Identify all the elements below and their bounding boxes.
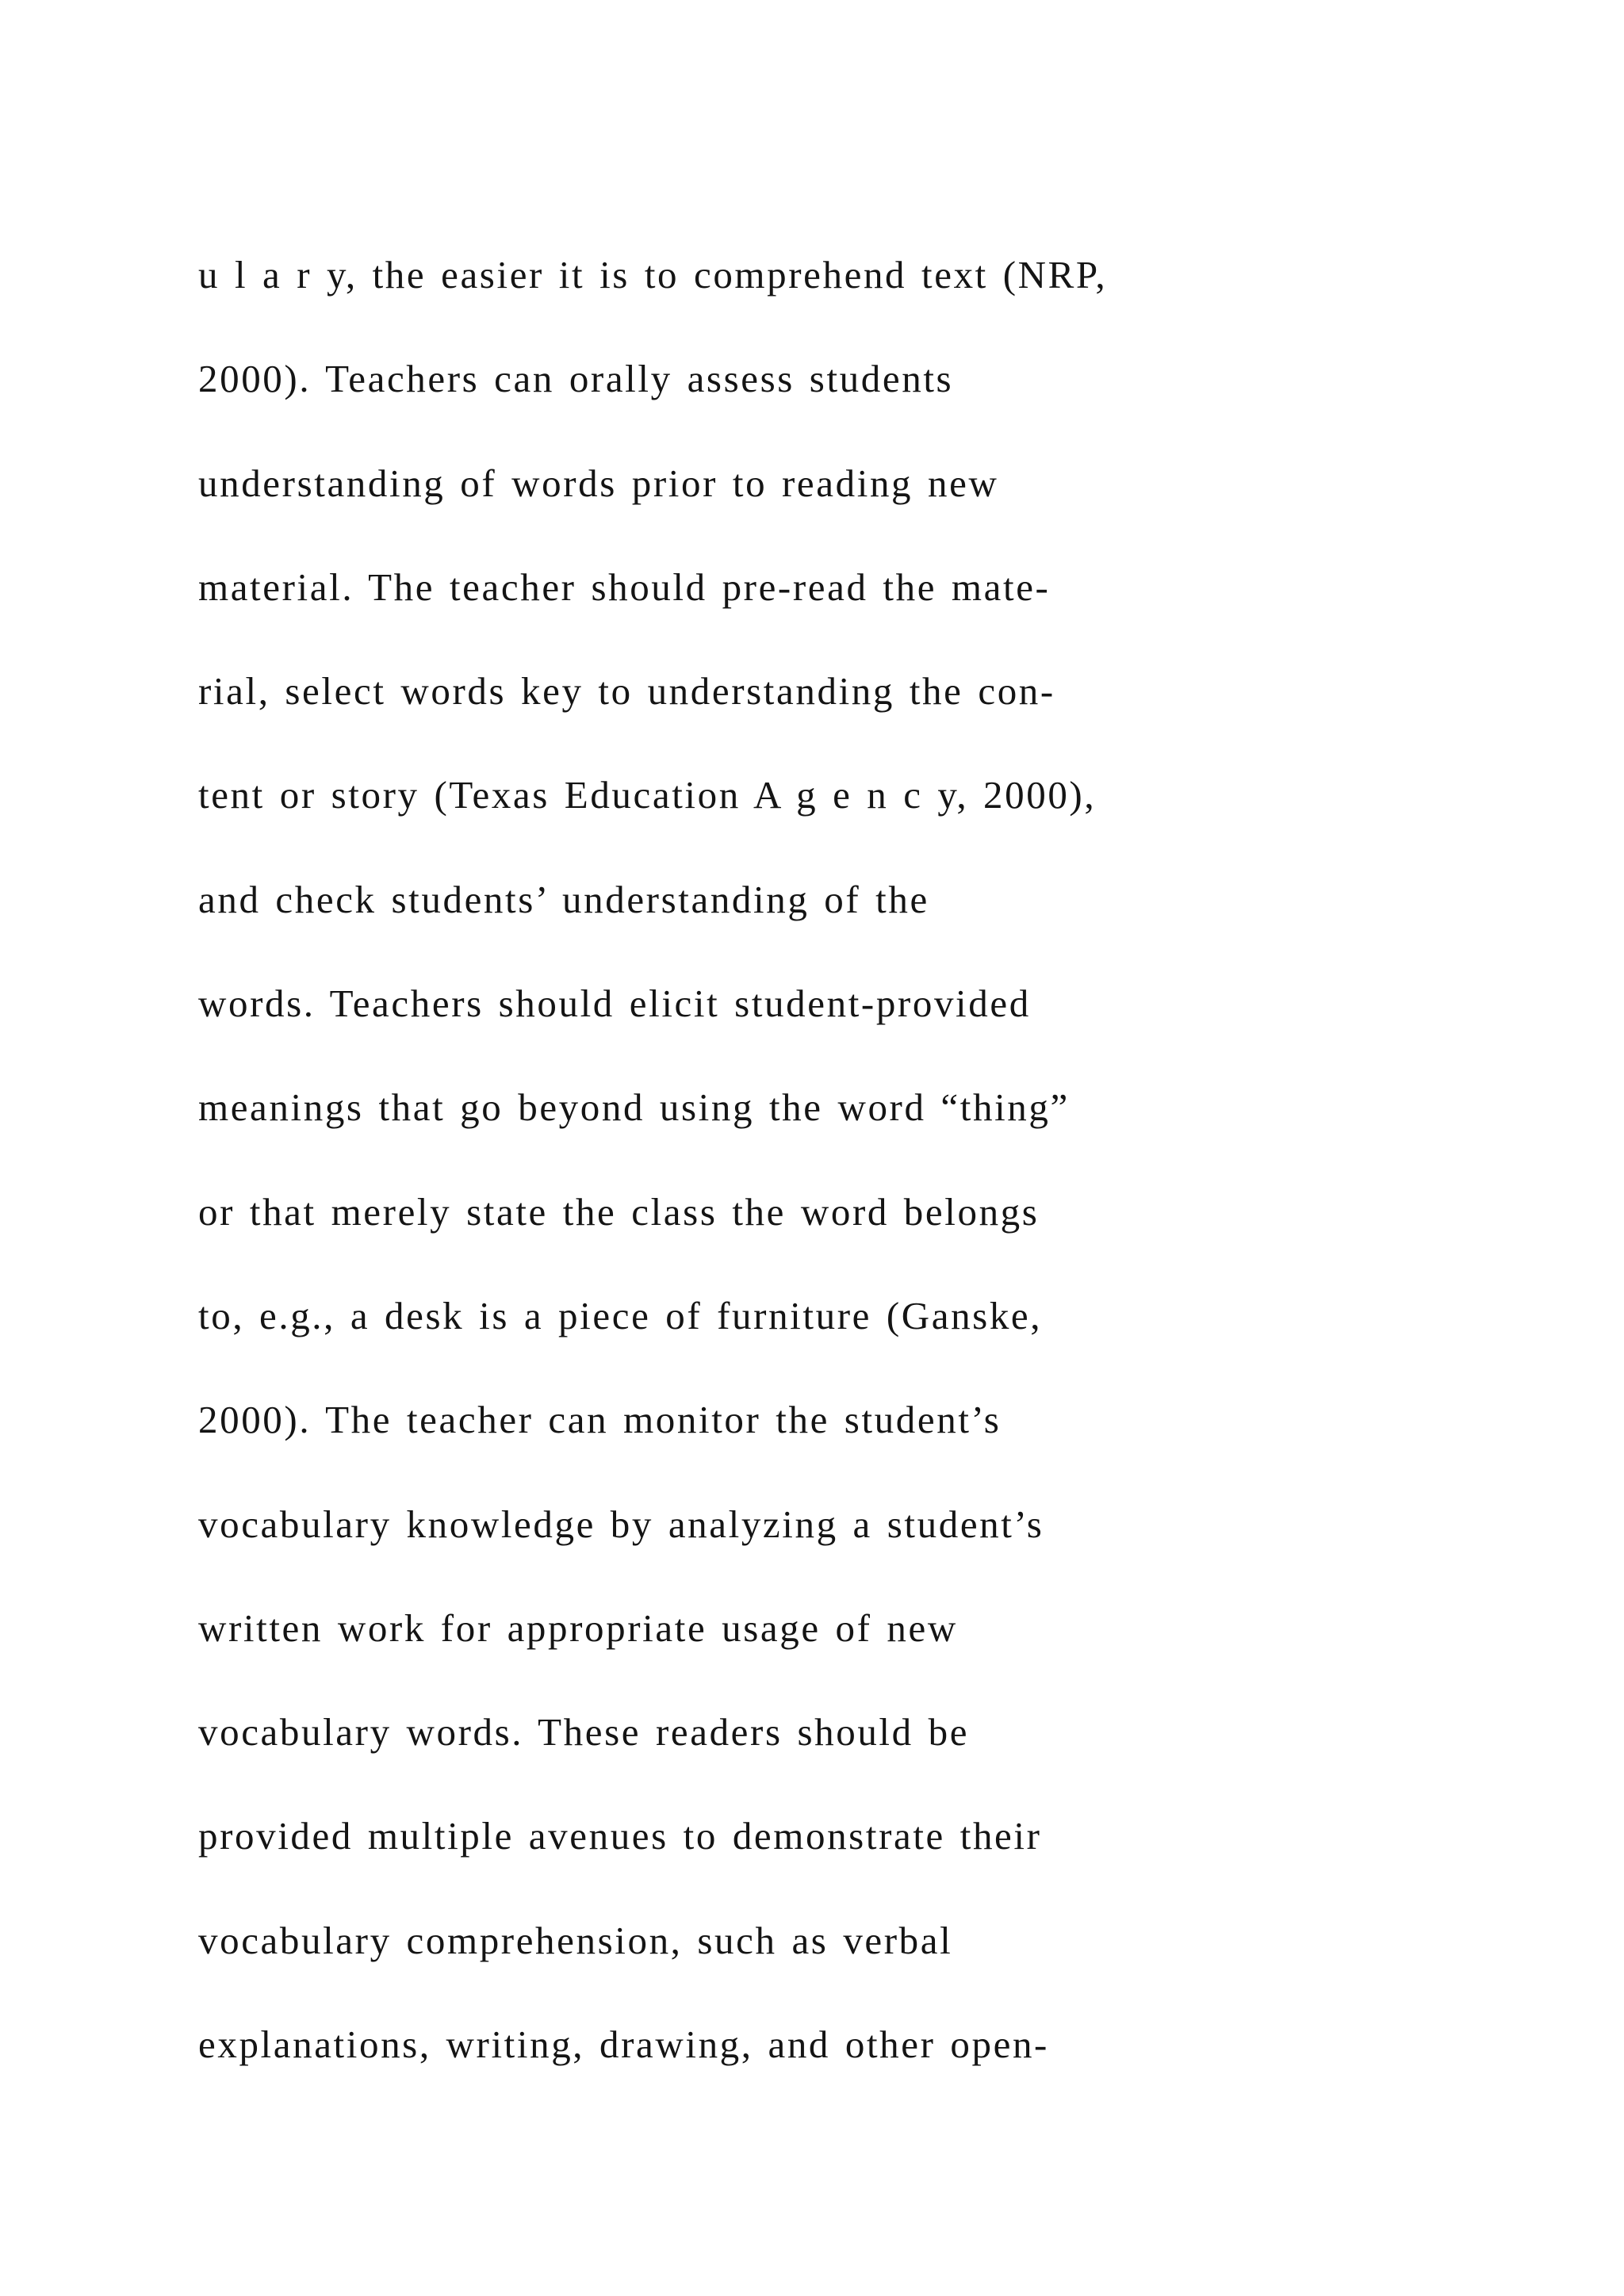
text-line: vocabulary comprehension, such as verbal [198, 1918, 953, 1962]
text-line: or that merely state the class the word belongs [198, 1189, 1040, 1234]
text-line: u l a r y, the easier it is to comprehend text (NRP, [198, 253, 1108, 297]
text-line: explanations, writing, drawing, and other open- [198, 2022, 1049, 2067]
text-line: tent or story (Texas Education A g e n c y, 2000), [198, 773, 1097, 817]
text-line: provided multiple avenues to demonstrate their [198, 1814, 1042, 1858]
text-line: meanings that go beyond using the word “thing” [198, 1085, 1070, 1130]
body-text [198, 243, 1467, 2117]
text-line: 2000). The teacher can monitor the student’s [198, 1398, 1002, 1442]
text-line: and check students’ understanding of the [198, 877, 929, 921]
text-line: words. Teachers should elicit student-provided [198, 982, 1031, 1026]
text-line: 2000). Teachers can orally assess students [198, 357, 954, 401]
text-line: vocabulary words. These readers should be [198, 1710, 970, 1755]
text-line: written work for appropriate usage of new [198, 1605, 958, 1650]
text-line: material. The teacher should pre-read the mate- [198, 564, 1051, 609]
text-line: to, e.g., a desk is a piece of furniture (Ganske, [198, 1293, 1043, 1337]
text-line: vocabulary knowledge by analyzing a student’s [198, 1502, 1044, 1546]
text-line: rial, select words key to understanding the con- [198, 669, 1055, 714]
text-line: understanding of words prior to reading new [198, 461, 999, 505]
